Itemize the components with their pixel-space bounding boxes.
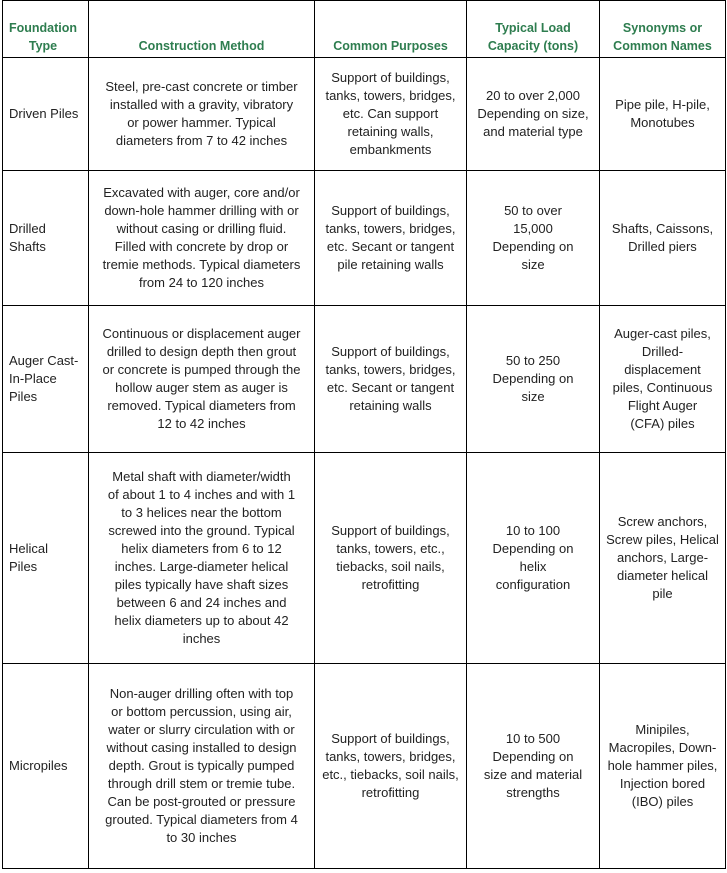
load-capacity-cell: 50 to over 15,000 Depending on size: [467, 171, 600, 306]
table-row: [3, 306, 726, 453]
header-row: [3, 1, 726, 58]
foundation-type-cell: Helical Piles: [3, 453, 89, 664]
synonyms-cell: Minipiles, Macropiles, Down- hole hammer piles, Injection bored (IBO) piles: [600, 664, 726, 869]
table-row: [3, 171, 726, 306]
common-purposes-cell: Support of buildings, tanks, towers, bridges, etc. Secant or tangent retaining walls: [315, 306, 467, 453]
foundation-type-cell: Micropiles: [3, 664, 89, 869]
foundation-type-cell: Driven Piles: [3, 58, 89, 171]
synonyms-cell: Screw anchors, Screw piles, Helical anchors, Large- diameter helical pile: [600, 453, 726, 664]
common-purposes-cell: Support of buildings, tanks, towers, etc., tiebacks, soil nails, retrofitting: [315, 453, 467, 664]
header-common-purposes: Common Purposes: [315, 1, 467, 58]
foundation-type-cell: Drilled Shafts: [3, 171, 89, 306]
table-row: [3, 58, 726, 171]
construction-method-cell: Continuous or displacement auger drilled to design depth then grout or concrete is pumped through the hollow auger stem as auger is removed. Typical diameters from 12 to 42 inches: [89, 306, 315, 453]
header-construction-method: Construction Method: [89, 1, 315, 58]
synonyms-cell: Pipe pile, H-pile, Monotubes: [600, 58, 726, 171]
foundation-types-table: [2, 0, 726, 869]
construction-method-cell: Metal shaft with diameter/width of about 1 to 4 inches and with 1 to 3 helices near the bottom screwed into the ground. Typical helix diameters from 6 to 12 inches. Large-diameter helical piles typically have shaft sizes between 6 and 24 inches and helix diameters up to about 42 inches: [89, 453, 315, 664]
foundation-type-cell: Auger Cast- In-Place Piles: [3, 306, 89, 453]
construction-method-cell: Non-auger drilling often with top or bottom percussion, using air, water or slurry circulation with or without casing installed to design depth. Grout is typically pumped through drill stem or tremie tube. Can be post-grouted or pressure grouted. Typical diameters from 4 to 30 inches: [89, 664, 315, 869]
common-purposes-cell: Support of buildings, tanks, towers, bridges, etc., tiebacks, soil nails, retrofitting: [315, 664, 467, 869]
header-load-capacity: Typical Load Capacity (tons): [467, 1, 600, 58]
table-row: [3, 664, 726, 869]
common-purposes-cell: Support of buildings, tanks, towers, bridges, etc. Secant or tangent pile retaining walls: [315, 171, 467, 306]
load-capacity-cell: 10 to 100 Depending on helix configuration: [467, 453, 600, 664]
header-synonyms: Synonyms or Common Names: [600, 1, 726, 58]
header-foundation-type: Foundation Type: [3, 1, 89, 58]
load-capacity-cell: 10 to 500 Depending on size and material strengths: [467, 664, 600, 869]
synonyms-cell: Shafts, Caissons, Drilled piers: [600, 171, 726, 306]
load-capacity-cell: 20 to over 2,000 Depending on size, and material type: [467, 58, 600, 171]
construction-method-cell: Excavated with auger, core and/or down-hole hammer drilling with or without casing or drilling fluid. Filled with concrete by drop or tremie methods. Typical diameters from 24 to 120 inches: [89, 171, 315, 306]
common-purposes-cell: Support of buildings, tanks, towers, bridges, etc. Can support retaining walls, embankments: [315, 58, 467, 171]
construction-method-cell: Steel, pre-cast concrete or timber installed with a gravity, vibratory or power hammer. Typical diameters from 7 to 42 inches: [89, 58, 315, 171]
synonyms-cell: Auger-cast piles, Drilled- displacement piles, Continuous Flight Auger (CFA) piles: [600, 306, 726, 453]
table-row: [3, 453, 726, 664]
load-capacity-cell: 50 to 250 Depending on size: [467, 306, 600, 453]
